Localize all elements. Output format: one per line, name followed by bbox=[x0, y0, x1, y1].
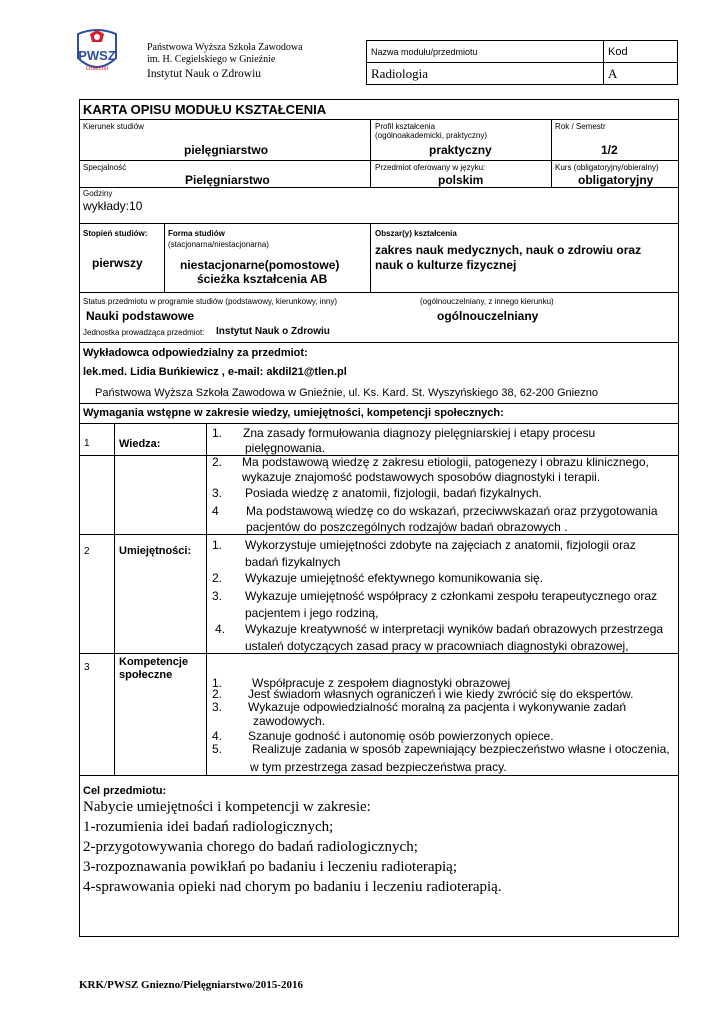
list-item-number: 3. bbox=[212, 486, 223, 500]
university-wide-label: (ogólnouczelniany, z innego kierunku) bbox=[420, 297, 554, 306]
school-logo-icon bbox=[72, 28, 122, 76]
course-type-label: Kurs (obligatoryjny/obieralny) bbox=[555, 163, 659, 172]
module-code: A bbox=[604, 63, 678, 85]
year-semester-value: 1/2 bbox=[601, 143, 618, 157]
study-form-value-1: niestacjonarne(pomostowe) bbox=[180, 258, 340, 272]
lecturer-value: lek.med. Lidia Buńkiewicz , e-mail: akdil21@tlen.pl bbox=[83, 366, 347, 378]
goal-item: 2-przygotowywania chorego do badań radiologicznych; bbox=[83, 839, 418, 855]
requirement-number: 3 bbox=[84, 662, 90, 673]
requirement-name-line2: społeczne bbox=[119, 669, 173, 681]
list-item-number: 3. bbox=[212, 700, 223, 714]
module-name: Radiologia bbox=[367, 63, 604, 85]
list-item: Realizuje zadania w sposób zapewniający bezpieczeństwo własne i otoczenia, bbox=[252, 742, 670, 756]
goal-item: 3-rozpoznawania powikłań po badaniu i leczeniu radioterapią; bbox=[83, 859, 458, 875]
language-label: Przedmiot oferowany w języku: bbox=[375, 163, 486, 172]
list-item-cont: pacjentem i jego rodziną, bbox=[245, 606, 379, 620]
institution-address: Państwowa Wyższa Szkoła Zawodowa w Gnieźnie, ul. Ks. Kard. St. Wyszyńskiego 38, 62-200 Gniezno bbox=[95, 387, 598, 399]
list-item: Zna zasady formułowania diagnozy pielęgniarskiej i etapy procesu bbox=[243, 426, 596, 440]
requirement-name-skills: Umiejętności: bbox=[119, 545, 192, 557]
list-item-number: 4 bbox=[212, 504, 219, 518]
module-name-label: Nazwa modułu/przedmiotu bbox=[367, 41, 604, 63]
list-item: Wykazuje kreatywność w interpretacji wyników badań obrazowych przestrzega bbox=[245, 622, 664, 636]
list-item-number: 2. bbox=[212, 571, 223, 585]
requirement-name-social bbox=[119, 656, 188, 682]
svg-text:PWSZ: PWSZ bbox=[78, 48, 116, 63]
goal-item: 4-sprawowania opieki nad chorym po badaniu i leczeniu radioterapią. bbox=[83, 879, 502, 895]
goal-label: Cel przedmiotu: bbox=[83, 785, 167, 797]
list-item-cont: wykazuje znajomość podstawowych sposobów diagnostyki i terapii. bbox=[242, 470, 601, 484]
list-item-number: 4. bbox=[215, 622, 226, 636]
list-item: Ma podstawową wiedzę z zakresu etiologii, patogenezy i obrazu klinicznego, bbox=[242, 455, 649, 469]
list-item-cont: pielęgnowania. bbox=[245, 441, 326, 455]
profile-value: praktyczny bbox=[429, 143, 492, 157]
list-item: Współpracuje z zespołem diagnostyki obrazowej bbox=[252, 676, 511, 690]
unit-value: Instytut Nauk o Zdrowiu bbox=[216, 326, 330, 337]
lecturer-label: Wykładowca odpowiedzialny za przedmiot: bbox=[83, 347, 308, 359]
list-item: Posiada wiedzę z anatomii, fizjologii, badań fizykalnych. bbox=[245, 486, 542, 500]
study-form-label: Forma studiów bbox=[168, 229, 225, 238]
list-item-cont: badań fizykalnych bbox=[245, 555, 341, 569]
svg-text:Gniezno: Gniezno bbox=[85, 66, 109, 72]
code-label: Kod bbox=[604, 41, 678, 63]
list-item: Wykazuje odpowiedzialność moralną za pacjenta i wykonywanie zadań bbox=[248, 700, 627, 714]
profile-label: Profil kształcenia bbox=[375, 122, 436, 131]
institute-name: Instytut Nauk o Zdrowiu bbox=[147, 68, 262, 80]
list-item-cont: zawodowych. bbox=[253, 714, 326, 728]
list-item: Wykazuje umiejętność współpracy z członkami zespołu terapeutycznego oraz bbox=[245, 589, 658, 603]
school-name-line2: im. H. Cegielskiego w Gnieźnie bbox=[147, 54, 276, 65]
study-form-sub: (stacjonarna/niestacjonarna) bbox=[168, 240, 269, 249]
requirements-title: Wymagania wstępne w zakresie wiedzy, umiejętności, kompetencji społecznych: bbox=[83, 407, 504, 419]
list-item-number: 1. bbox=[212, 426, 223, 440]
hours-label: Godziny bbox=[83, 189, 113, 198]
document-footer: KRK/PWSZ Gniezno/Pielęgniarstwo/2015-2016 bbox=[79, 979, 303, 991]
goal-text bbox=[83, 797, 502, 897]
list-item: Wykazuje umiejętność efektywnego komunikowania się. bbox=[245, 571, 544, 585]
card-title: KARTA OPISU MODUŁU KSZTAŁCENIA bbox=[83, 102, 327, 117]
specialty-value: Pielęgniarstwo bbox=[185, 173, 270, 187]
field-of-study-label: Kierunek studiów bbox=[83, 122, 144, 131]
list-item-number: 2. bbox=[212, 455, 223, 469]
list-item-number: 1. bbox=[212, 676, 223, 690]
list-item-cont: pacjentów do poszczególnych rodzajów badań obrazowych . bbox=[246, 520, 568, 534]
hours-value: wykłady:10 bbox=[83, 199, 143, 213]
status-label: Status przedmiotu w programie studiów (podstawowy, kierunkowy, inny) bbox=[83, 297, 338, 306]
degree-value: pierwszy bbox=[92, 256, 143, 270]
list-item-number: 3. bbox=[212, 589, 223, 603]
list-item: Jest świadom własnych ograniczeń i wie kiedy zwrócić się do ekspertów. bbox=[248, 687, 634, 701]
list-item-number: 5. bbox=[212, 742, 223, 756]
school-name bbox=[147, 42, 303, 66]
profile-label-sub: (ogólnoakademicki, praktyczny) bbox=[375, 131, 488, 140]
list-item-cont: w tym przestrzega zasad bezpieczeństwa pracy. bbox=[250, 760, 507, 774]
requirement-number: 2 bbox=[84, 546, 90, 557]
language-value: polskim bbox=[438, 173, 484, 187]
course-type-value: obligatoryjny bbox=[578, 173, 654, 187]
module-id-table bbox=[366, 40, 678, 85]
study-form-value-2: ścieżka kształcenia AB bbox=[197, 272, 328, 286]
unit-label: Jednostka prowadząca przedmiot: bbox=[83, 328, 205, 337]
list-item-number: 2. bbox=[212, 687, 223, 701]
specialty-label: Specjalność bbox=[83, 163, 127, 172]
area-value-1: zakres nauk medycznych, nauk o zdrowiu oraz bbox=[375, 243, 642, 257]
area-value-2: nauk o kulturze fizycznej bbox=[375, 258, 517, 272]
university-wide-value: ogólnouczelniany bbox=[437, 309, 539, 323]
status-value: Nauki podstawowe bbox=[86, 309, 195, 323]
list-item-number: 4. bbox=[212, 729, 223, 743]
requirement-name-knowledge: Wiedza: bbox=[119, 438, 161, 450]
school-logo bbox=[72, 28, 122, 76]
goal-intro: Nabycie umiejętności i kompetencji w zakresie: bbox=[83, 799, 371, 815]
list-item-number: 1. bbox=[212, 538, 223, 552]
school-name-line1: Państwowa Wyższa Szkoła Zawodowa bbox=[147, 42, 303, 53]
year-semester-label: Rok / Semestr bbox=[555, 122, 606, 131]
degree-label: Stopień studiów: bbox=[83, 229, 148, 238]
requirement-name-line1: Kompetencje bbox=[119, 656, 189, 668]
area-label: Obszar(y) kształcenia bbox=[375, 229, 457, 238]
requirement-number: 1 bbox=[84, 438, 90, 449]
list-item: Ma podstawową wiedzę co do wskazań, przeciwwskazań oraz przygotowania bbox=[246, 504, 658, 518]
field-of-study-value: pielęgniarstwo bbox=[184, 143, 269, 157]
list-item: Szanuje godność i autonomię osób powierzonych opiece. bbox=[248, 729, 554, 743]
list-item-cont: ustaleń dotyczących zasad pracy w pracowniach diagnostyki obrazowej, bbox=[245, 639, 629, 653]
goal-item: 1-rozumienia idei badań radiologicznych; bbox=[83, 819, 334, 835]
list-item: Wykorzystuje umiejętności zdobyte na zajęciach z anatomii, fizjologii oraz bbox=[245, 538, 636, 552]
